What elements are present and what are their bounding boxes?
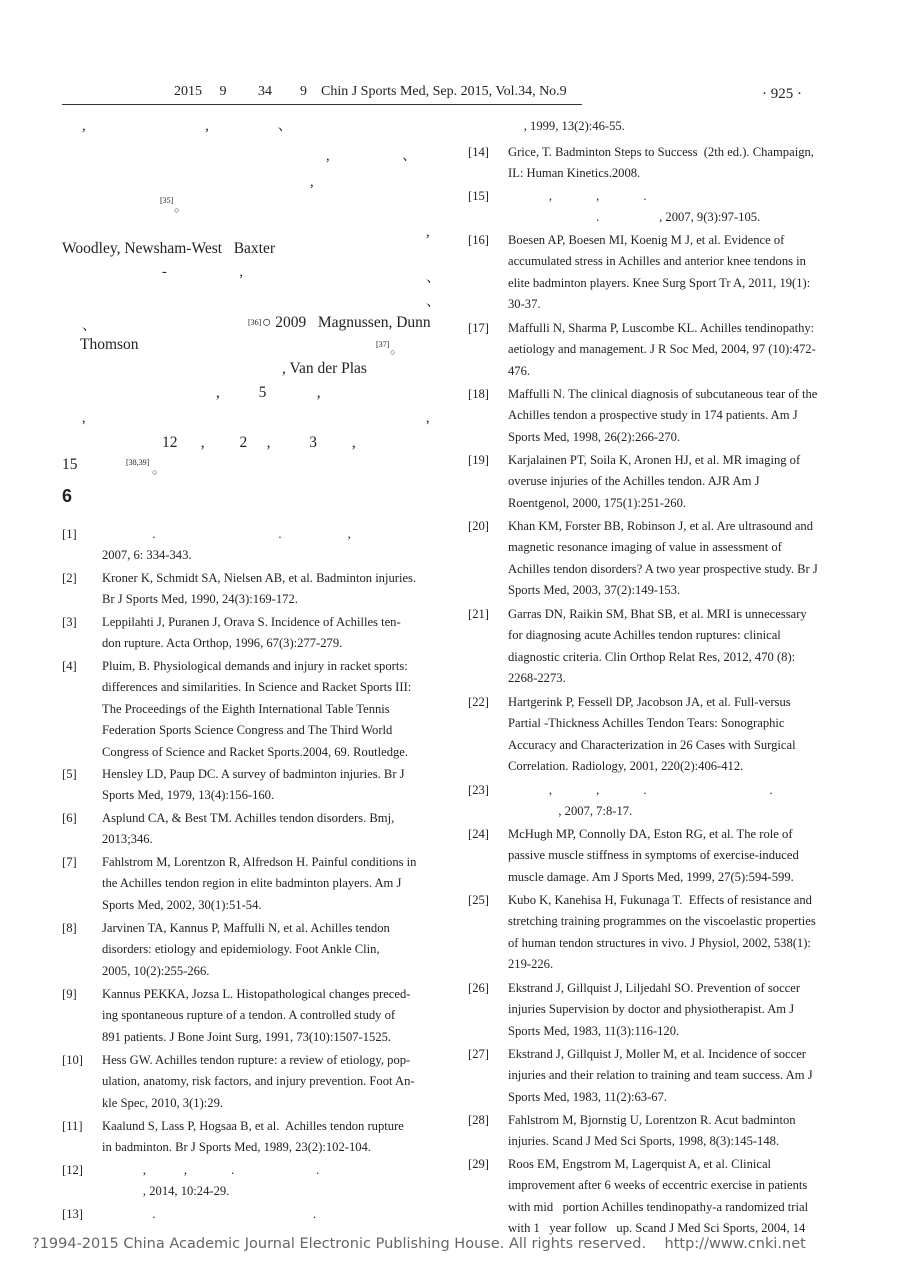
citation-superscript: [37] (376, 340, 390, 349)
reference-line: 2007, 6: 334-343. (102, 548, 192, 563)
reference-line: Roentgenol, 2000, 175(1):251-260. (508, 495, 687, 510)
reference-line: injuries Supervision by doctor and physiotherapist. Am J (508, 1002, 795, 1017)
reference-line: of human tendon structures in vivo. J Physiol, 2002, 538(1): (508, 935, 811, 950)
body-text-fragment: ○ (152, 467, 158, 477)
section-heading: 6 (62, 486, 73, 506)
reference-text (102, 656, 438, 763)
reference-number: [29] (468, 1157, 489, 1171)
reference-line: overuse injuries of the Achilles tendon. AJR Am J (508, 474, 760, 489)
reference-text (508, 824, 842, 888)
reference-line: 2005, 10(2):255-266. (102, 963, 210, 978)
reference-line: stretching training programmes on the viscoelastic properties (508, 914, 816, 929)
reference-line: kle Spec, 2010, 3(1):29. (102, 1095, 224, 1110)
reference-line: for diagnosing acute Achilles tendon ruptures: clinical (508, 628, 781, 643)
reference-line: Achilles tendon disorders? A two year prospective study. Br J (508, 561, 818, 576)
body-text-fragment: ○ (390, 347, 396, 357)
reference-line: Sports Med, 1983, 11(3):116-120. (508, 1023, 680, 1038)
reference-text (102, 1050, 438, 1114)
reference-line: in badminton. Br J Sports Med, 1989, 23(2):102-104. (102, 1140, 372, 1155)
reference-line: Grice, T. Badminton Steps to Success (2th ed.). Champaign, (508, 145, 814, 159)
reference-number: [25] (468, 893, 489, 907)
reference-number: [11] (62, 1119, 83, 1133)
reference-text (508, 1154, 842, 1240)
body-text-fragment: , (426, 410, 430, 426)
reference-line: Jarvinen TA, Kannus P, Maffulli N, et al. Achilles tendon (102, 921, 390, 935)
reference-text (508, 516, 842, 602)
reference-line: Kaalund S, Lass P, Hogsaa B, et al. Achilles tendon rupture (102, 1119, 404, 1133)
reference-line: , 1999, 13(2):46-55. (508, 119, 625, 133)
footer-text: ?1994-2015 China Academic Journal Electronic Publishing House. All rights reserved. http://www.cnki.net (32, 1236, 806, 1252)
reference-line: Fahlstrom M, Lorentzon R, Alfredson H. Painful conditions in (102, 855, 417, 869)
reference-line: 891 patients. J Bone Joint Surg, 1991, 73(10):1507-1525. (102, 1029, 392, 1044)
reference-line: Partial -Thickness Achilles Tendon Tears: Sonographic (508, 716, 785, 731)
reference-number: [9] (62, 987, 77, 1001)
body-text-fragment: , , 、 (82, 118, 293, 134)
reference-line: 476. (508, 363, 531, 378)
body-text-fragment: , Van der Plas (282, 360, 367, 377)
reference-line: Correlation. Radiology, 2001, 220(2):406-412. (508, 759, 744, 774)
page-number: · 925 · (762, 86, 802, 102)
reference-text (508, 890, 842, 976)
reference-line: . , 2007, 9(3):97-105. (508, 210, 761, 225)
body-text-fragment: ○ 2009 Magnussen, Dunn (262, 314, 431, 331)
reference-line: , , . . (102, 1163, 320, 1177)
reference-text (102, 918, 438, 982)
reference-text (102, 984, 438, 1048)
reference-line: IL: Human Kinetics.2008. (508, 166, 641, 181)
reference-number: [12] (62, 1163, 83, 1177)
reference-line: Sports Med, 1998, 26(2):266-270. (508, 429, 681, 444)
reference-number: [22] (468, 695, 489, 709)
reference-line: Federation Sports Science Congress and The Third World (102, 723, 393, 738)
reference-line: Ekstrand J, Gillquist J, Moller M, et al. Incidence of soccer (508, 1047, 806, 1061)
reference-line: with mid portion Achilles tendinopathy-a randomized trial (508, 1199, 809, 1214)
body-text-fragment: 、 (82, 318, 97, 334)
reference-line: The Proceedings of the Eighth International Table Tennis (102, 701, 390, 716)
reference-line: improvement after 6 weeks of eccentric exercise in patients (508, 1178, 808, 1193)
reference-line: Hensley LD, Paup DC. A survey of badminton injuries. Br J (102, 767, 405, 781)
reference-text (102, 1204, 438, 1225)
body-text-fragment: 12 , 2 , 3 , (162, 434, 356, 451)
reference-line: , , . . (508, 783, 773, 797)
reference-text (508, 780, 842, 823)
reference-line: Br J Sports Med, 1990, 24(3):169-172. (102, 592, 298, 607)
body-text-fragment: , (82, 410, 86, 426)
reference-text (508, 116, 842, 137)
reference-text (102, 524, 438, 567)
reference-line: McHugh MP, Connolly DA, Eston RG, et al. The role of (508, 827, 793, 841)
reference-number: [19] (468, 453, 489, 467)
reference-line: Kroner K, Schmidt SA, Nielsen AB, et al. Badminton injuries. (102, 571, 417, 585)
reference-line: Karjalainen PT, Soila K, Aronen HJ, et al. MR imaging of (508, 453, 801, 467)
reference-line: injuries. Scand J Med Sci Sports, 1998, 8(3):145-148. (508, 1134, 780, 1149)
reference-line: Sports Med, 1979, 13(4):156-160. (102, 788, 275, 803)
reference-number: [6] (62, 811, 77, 825)
reference-line: Sports Med, 2003, 37(2):149-153. (508, 583, 681, 598)
reference-number: [28] (468, 1113, 489, 1127)
reference-line: Hess GW. Achilles tendon rupture: a review of etiology, pop- (102, 1053, 411, 1067)
reference-line: Ekstrand J, Gillquist J, Liljedahl SO. Prevention of soccer (508, 981, 801, 995)
reference-line: disorders: etiology and epidemiology. Foot Ankle Clin, (102, 942, 380, 957)
citation-superscript: [38,39] (126, 458, 150, 467)
reference-line: Pluim, B. Physiological demands and injury in racket sports: (102, 659, 408, 673)
reference-line: 219-226. (508, 957, 554, 972)
body-text-fragment: 、 (426, 270, 441, 286)
reference-line: Boesen AP, Boesen MI, Koenig M J, et al. Evidence of (508, 233, 785, 247)
reference-number: [10] (62, 1053, 83, 1067)
reference-text (102, 568, 438, 611)
reference-text (102, 1160, 438, 1203)
reference-line: diagnostic criteria. Clin Orthop Relat Res, 2012, 470 (8): (508, 649, 796, 664)
reference-line: Sports Med, 1983, 11(2):63-67. (508, 1089, 668, 1104)
body-text-fragment: Woodley, Newsham-West Baxter (62, 240, 276, 257)
reference-line: ulation, anatomy, risk factors, and injury prevention. Foot An- (102, 1074, 415, 1089)
body-text-fragment: , 、 (326, 148, 417, 164)
reference-line: Garras DN, Raikin SM, Bhat SB, et al. MRI is unnecessary (508, 607, 807, 621)
reference-text (508, 978, 842, 1042)
body-text-fragment: , (310, 174, 314, 190)
reference-line: , 2007, 7:8-17. (508, 804, 633, 819)
reference-text (508, 230, 842, 316)
reference-line: Asplund CA, & Best TM. Achilles tendon disorders. Bmj, (102, 811, 395, 825)
reference-line: Maffulli N. The clinical diagnosis of subcutaneous tear of the (508, 387, 818, 401)
reference-text (508, 186, 842, 229)
reference-text (508, 384, 842, 448)
reference-line: elite badminton players. Knee Surg Sport Tr A, 2011, 19(1): (508, 275, 811, 290)
reference-line: differences and similarities. In Science and Racket Sports III: (102, 680, 412, 695)
reference-line: with 1 year follow up. Scand J Med Sci Sports, 2004, 14 (508, 1221, 806, 1236)
reference-number: [17] (468, 321, 489, 335)
reference-number: [13] (62, 1207, 83, 1221)
reference-line: injuries and their relation to training and team success. Am J (508, 1068, 813, 1083)
reference-line: . . (102, 1207, 317, 1221)
reference-number: [7] (62, 855, 77, 869)
reference-line: Khan KM, Forster BB, Robinson J, et al. Are ultrasound and (508, 519, 814, 533)
reference-text (508, 1044, 842, 1108)
body-text-fragment: 15 (62, 456, 78, 473)
reference-line: accumulated stress in Achilles and anterior knee tendons in (508, 254, 806, 269)
body-text-fragment: , 5 , (216, 384, 321, 401)
reference-line: Kannus PEKKA, Jozsa L. Histopathological changes preced- (102, 987, 411, 1001)
reference-line: ing spontaneous rupture of a tendon. A controlled study of (102, 1008, 396, 1023)
reference-line: Leppilahti J, Puranen J, Orava S. Incidence of Achilles ten- (102, 615, 401, 629)
reference-line: 2268-2273. (508, 671, 566, 686)
reference-text (102, 852, 438, 916)
reference-number: [8] (62, 921, 77, 935)
reference-number: [26] (468, 981, 489, 995)
reference-text (508, 604, 842, 690)
citation-superscript: [36] (248, 318, 262, 327)
reference-number: [18] (468, 387, 489, 401)
reference-number: [5] (62, 767, 77, 781)
reference-line: muscle damage. Am J Sports Med, 1999, 27(5):594-599. (508, 869, 794, 884)
reference-number: [21] (468, 607, 489, 621)
reference-number: [2] (62, 571, 77, 585)
header-rule (62, 104, 582, 105)
reference-line: Roos EM, Engstrom M, Lagerquist A, et al. Clinical (508, 1157, 772, 1171)
reference-text (508, 318, 842, 382)
reference-line: . . , (102, 527, 351, 541)
reference-line: Accuracy and Characterization in 26 Cases with Surgical (508, 737, 796, 752)
citation-superscript: [35] (160, 196, 174, 205)
reference-line: Congress of Science and Racket Sports.2004, 69. Routledge. (102, 744, 409, 759)
body-text-fragment: - , (162, 264, 243, 280)
reference-line: , 2014, 10:24-29. (102, 1184, 230, 1199)
reference-number: [23] (468, 783, 489, 797)
reference-number: [1] (62, 527, 77, 541)
reference-line: passive muscle stiffness in symptoms of exercise-induced (508, 848, 799, 863)
reference-line: Sports Med, 2002, 30(1):51-54. (102, 897, 262, 912)
reference-line: aetiology and management. J R Soc Med, 2004, 97 (10):472- (508, 342, 816, 357)
reference-line: Maffulli N, Sharma P, Luscombe KL. Achilles tendinopathy: (508, 321, 815, 335)
journal-info: 2015 9 34 9 Chin J Sports Med, Sep. 2015, Vol.34, No.9 (174, 84, 567, 99)
reference-number: [14] (468, 145, 489, 159)
body-text-fragment: ○ (174, 205, 180, 215)
reference-text (508, 142, 842, 185)
reference-number: [4] (62, 659, 77, 673)
reference-text (508, 1110, 842, 1153)
reference-line: Hartgerink P, Fessell DP, Jacobson JA, et al. Full-versus (508, 695, 791, 709)
reference-number: [15] (468, 189, 489, 203)
reference-line: 30-37. (508, 297, 541, 312)
reference-line: Kubo K, Kanehisa H, Fukunaga T. Effects of resistance and (508, 893, 812, 907)
body-text-fragment: Thomson (80, 336, 139, 353)
reference-line: magnetic resonance imaging of value in assessment of (508, 540, 782, 555)
reference-text (508, 450, 842, 514)
reference-number: [3] (62, 615, 77, 629)
reference-number: [24] (468, 827, 489, 841)
reference-number: [27] (468, 1047, 489, 1061)
reference-line: the Achilles tendon region in elite badminton players. Am J (102, 876, 402, 891)
reference-line: Achilles tendon a prospective study in 174 patients. Am J (508, 408, 798, 423)
body-text-fragment: 、 (426, 294, 441, 310)
reference-number: [16] (468, 233, 489, 247)
reference-text (102, 612, 438, 655)
reference-text (102, 808, 438, 851)
reference-text (508, 692, 842, 778)
reference-text (102, 764, 438, 807)
body-text-fragment: , (426, 224, 430, 240)
reference-line: Fahlstrom M, Bjornstig U, Lorentzon R. Acut badminton (508, 1113, 796, 1127)
reference-line: don rupture. Acta Orthop, 1996, 67(3):277-279. (102, 636, 343, 651)
reference-text (102, 1116, 438, 1159)
reference-number: [20] (468, 519, 489, 533)
reference-line: 2013;346. (102, 832, 153, 847)
running-header (62, 82, 842, 106)
reference-line: , , . (508, 189, 647, 203)
